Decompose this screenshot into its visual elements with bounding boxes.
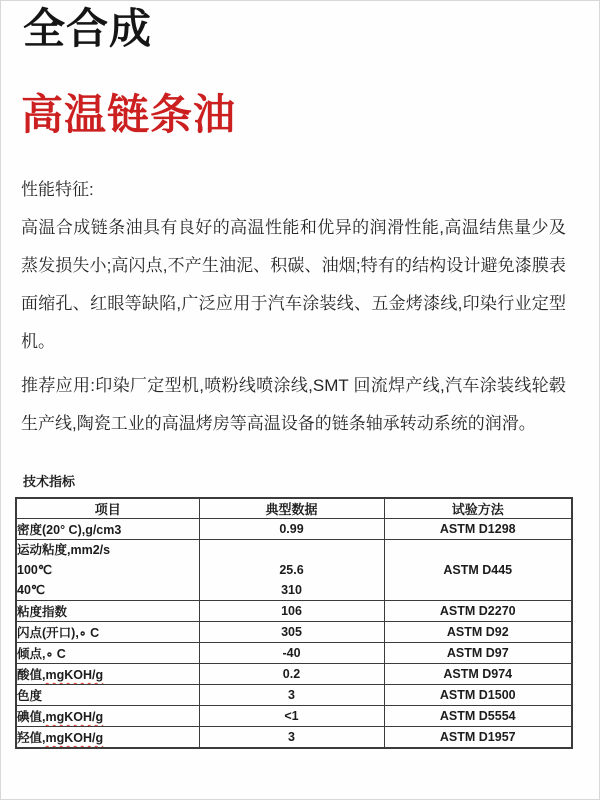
specs-header-row xyxy=(16,498,572,519)
spellcheck-underline-unit: ,mgKOH/g xyxy=(42,731,104,745)
specs-column-header: 项目 xyxy=(16,498,199,519)
specs-method-cell: ASTM D92 xyxy=(384,622,572,643)
specs-row xyxy=(16,727,572,749)
specs-value-cell: 106 xyxy=(199,601,384,622)
specs-method-cell: ASTM D2270 xyxy=(384,601,572,622)
specs-value-cell: -40 xyxy=(199,643,384,664)
specs-value-cell: <1 xyxy=(199,706,384,727)
specs-row xyxy=(16,706,572,727)
specs-value-cell: 0.2 xyxy=(199,664,384,685)
specs-method-cell: ASTM D5554 xyxy=(384,706,572,727)
spellcheck-underline-unit: ,mgKOH/g xyxy=(42,710,104,724)
applications-paragraph: 推荐应用:印染厂定型机,喷粉线喷涂线,SMT 回流焊产线,汽车涂装线轮毂生产线,陶瓷工业的高温烤房等高温设备的链条轴承转动系统的润滑。 xyxy=(21,376,566,433)
specs-method-cell: ASTM D97 xyxy=(384,643,572,664)
specs-item-cell: 闪点(开口),∘ C xyxy=(16,622,199,643)
specs-column-header: 典型数据 xyxy=(199,498,384,519)
specs-value-cell: 0.99 xyxy=(199,519,384,540)
features-heading: 性能特征: xyxy=(21,180,94,199)
specs-item-cell: 运动粘度,mm2/s 100℃ 40℃ xyxy=(16,540,199,601)
specs-item-cell: 倾点,∘ C xyxy=(16,643,199,664)
specs-value-cell: 3 xyxy=(199,685,384,706)
specs-item-cell: 酸值,mgKOH/g xyxy=(16,664,199,685)
product-name-title: 高温链条油 xyxy=(21,91,237,138)
spellcheck-underline-unit: ,mgKOH/g xyxy=(42,668,104,682)
specs-table-body xyxy=(16,519,572,749)
specs-item-cell: 羟值,mgKOH/g xyxy=(16,727,199,749)
specs-item-cell: 粘度指数 xyxy=(16,601,199,622)
specs-row xyxy=(16,601,572,622)
specs-row xyxy=(16,519,572,540)
specs-method-cell: ASTM D1500 xyxy=(384,685,572,706)
specs-item-cell: 色度 xyxy=(16,685,199,706)
features-paragraph: 高温合成链条油具有良好的高温性能和优异的润滑性能,高温结焦量少及蒸发损失小;高闪点,不产生油泥、积碳、油烟;特有的结构设计避免漆膜表面缩孔、红眼等缺陷,广泛应用于汽车涂装线、五金烤漆线,印染行业定型机。 xyxy=(21,218,566,351)
series-title: 全合成 xyxy=(23,5,153,52)
specs-caption: 技术指标 xyxy=(23,474,76,489)
specs-item-cell: 碘值,mgKOH/g xyxy=(16,706,199,727)
specs-row xyxy=(16,622,572,643)
specs-item-cell: 密度(20° C),g/cm3 xyxy=(16,519,199,540)
specs-method-cell: ASTM D1298 xyxy=(384,519,572,540)
specs-method-cell: ASTM D974 xyxy=(384,664,572,685)
specs-row xyxy=(16,685,572,706)
specs-method-cell: ASTM D1957 xyxy=(384,727,572,749)
specs-table xyxy=(15,497,573,749)
specs-method-cell: ASTM D445 xyxy=(384,540,572,601)
specs-value-cell: 305 xyxy=(199,622,384,643)
specs-value-cell: 3 xyxy=(199,727,384,749)
specs-row xyxy=(16,540,572,601)
specs-row xyxy=(16,643,572,664)
specs-column-header: 试验方法 xyxy=(384,498,572,519)
specs-value-cell: 25.6 310 xyxy=(199,540,384,601)
specs-row xyxy=(16,664,572,685)
specs-table-head xyxy=(16,498,572,519)
